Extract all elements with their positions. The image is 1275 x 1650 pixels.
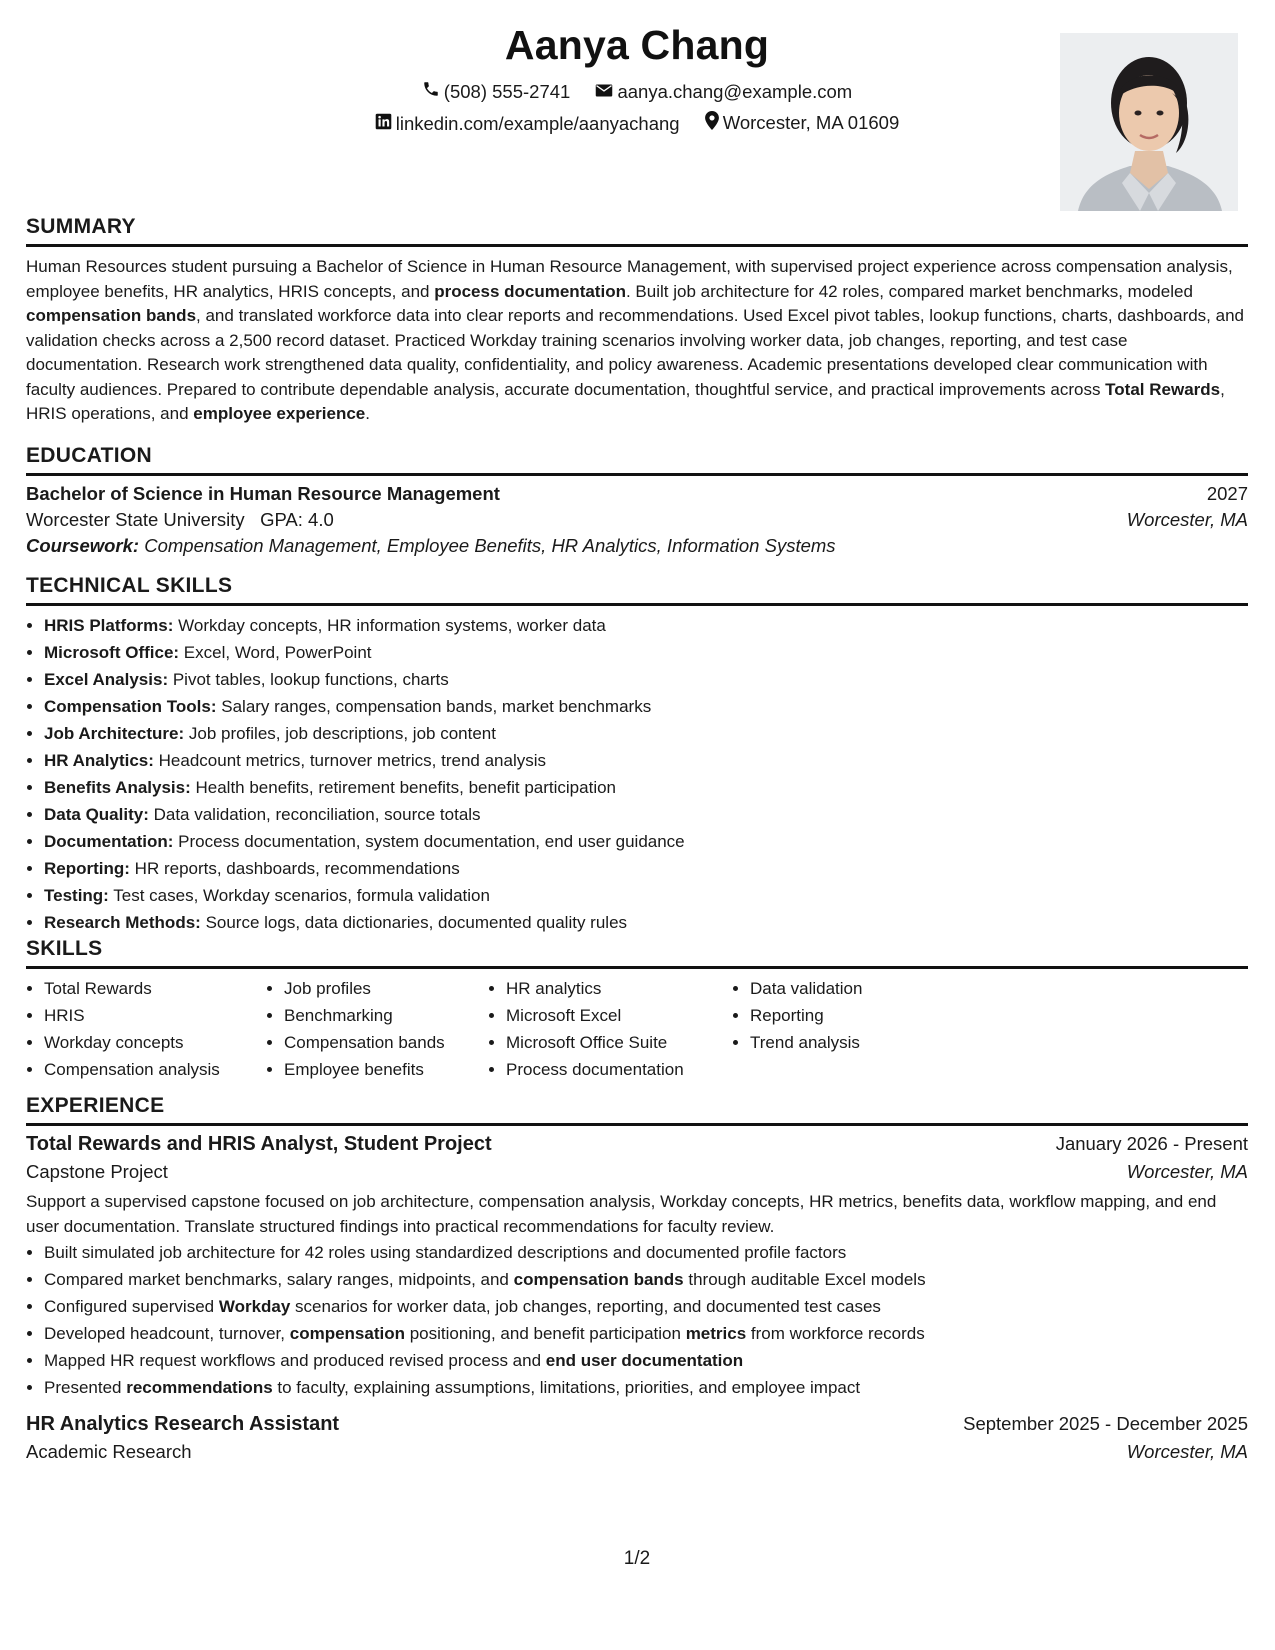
skills-column-4 bbox=[732, 975, 970, 1083]
list-item: • Built simulated job architecture for 42 roles using standardized descriptions and documented profile factors bbox=[44, 1239, 1248, 1266]
location-text: Worcester, MA 01609 bbox=[722, 112, 900, 133]
skills-heading: SKILLS bbox=[26, 936, 1248, 969]
email-text[interactable]: aanya.chang@example.com bbox=[617, 81, 853, 102]
job-1-location: Worcester, MA bbox=[1126, 1161, 1248, 1182]
education-heading: EDUCATION bbox=[26, 443, 1248, 476]
linkedin-text[interactable]: linkedin.com/example/aanyachang bbox=[395, 113, 680, 134]
list-item: • Documentation: Process documentation, system documentation, end user guidance bbox=[44, 828, 1248, 855]
summary-heading: SUMMARY bbox=[26, 214, 1248, 247]
list-item: • HRIS bbox=[44, 1002, 266, 1029]
school-name: Worcester State University GPA: 4.0 bbox=[26, 509, 334, 530]
degree-title: Bachelor of Science in Human Resource Management bbox=[26, 483, 500, 504]
list-item: • Total Rewards bbox=[44, 975, 266, 1002]
list-item: • Microsoft Office Suite bbox=[506, 1029, 732, 1056]
school-location: Worcester, MA bbox=[1126, 509, 1248, 530]
skills-column-3 bbox=[488, 975, 732, 1083]
list-item: • Presented recommendations to faculty, explaining assumptions, limitations, priorities, and employee impact bbox=[44, 1374, 1248, 1401]
list-item: • Microsoft Office: Excel, Word, PowerPoint bbox=[44, 639, 1248, 666]
resume-header bbox=[26, 0, 1248, 222]
list-item: • Compared market benchmarks, salary ranges, midpoints, and compensation bands through auditable Excel models bbox=[44, 1266, 1248, 1293]
job-1-header bbox=[26, 1133, 1248, 1156]
job-1-org-row bbox=[26, 1161, 1248, 1183]
list-item: • Compensation analysis bbox=[44, 1056, 266, 1083]
job-1-title: Total Rewards and HRIS Analyst, Student Project bbox=[26, 1133, 492, 1155]
list-item: • Microsoft Excel bbox=[506, 1002, 732, 1029]
list-item: • HR Analytics: Headcount metrics, turnover metrics, trend analysis bbox=[44, 747, 1248, 774]
job-1-bullets bbox=[26, 1239, 1248, 1401]
list-item: • Benchmarking bbox=[284, 1002, 488, 1029]
list-item: • Mapped HR request workflows and produced revised process and end user documentation bbox=[44, 1347, 1248, 1374]
email-contact[interactable] bbox=[595, 81, 852, 103]
phone-icon bbox=[422, 80, 444, 103]
list-item: • Job Architecture: Job profiles, job descriptions, job content bbox=[44, 720, 1248, 747]
job-1-org: Capstone Project bbox=[26, 1161, 168, 1182]
linkedin-icon bbox=[375, 113, 396, 135]
envelope-icon bbox=[595, 81, 617, 103]
list-item: • Research Methods: Source logs, data dictionaries, documented quality rules bbox=[44, 909, 1248, 936]
job-2-dates: September 2025 - December 2025 bbox=[963, 1413, 1248, 1434]
list-item: • Trend analysis bbox=[750, 1029, 970, 1056]
phone-text: (508) 555-2741 bbox=[443, 80, 571, 102]
list-item: • HR analytics bbox=[506, 975, 732, 1002]
phone-contact bbox=[422, 80, 571, 103]
skills-grid bbox=[26, 975, 1248, 1083]
summary-section bbox=[26, 214, 1248, 427]
skills-section bbox=[26, 936, 1248, 1083]
candidate-name: Aanya Chang bbox=[504, 22, 770, 68]
technical-skills-heading: TECHNICAL SKILLS bbox=[26, 573, 1248, 606]
page-number: 1/2 bbox=[623, 1548, 651, 1569]
list-item: • Reporting: HR reports, dashboards, recommendations bbox=[44, 855, 1248, 882]
education-degree-row bbox=[26, 483, 1248, 505]
technical-skills-section bbox=[26, 573, 1248, 936]
job-2-header bbox=[26, 1413, 1248, 1436]
list-item: • Workday concepts bbox=[44, 1029, 266, 1056]
education-school-row bbox=[26, 509, 1248, 531]
job-2-org-row bbox=[26, 1441, 1248, 1463]
list-item: • Data validation bbox=[750, 975, 970, 1002]
map-pin-icon bbox=[705, 111, 723, 135]
graduation-year: 2027 bbox=[1206, 483, 1248, 504]
list-item: • Developed headcount, turnover, compensation positioning, and benefit participation metrics from workforce records bbox=[44, 1320, 1248, 1347]
education-section bbox=[26, 443, 1248, 557]
technical-skills-list bbox=[26, 612, 1248, 936]
job-2-location: Worcester, MA bbox=[1126, 1441, 1248, 1462]
location-contact bbox=[705, 111, 900, 135]
job-2-title: HR Analytics Research Assistant bbox=[26, 1413, 340, 1435]
list-item: • Employee benefits bbox=[284, 1056, 488, 1083]
profile-photo bbox=[1060, 33, 1238, 211]
list-item: • Testing: Test cases, Workday scenarios, formula validation bbox=[44, 882, 1248, 909]
skills-column-2 bbox=[266, 975, 488, 1083]
job-2-org: Academic Research bbox=[26, 1441, 192, 1462]
list-item: • Compensation bands bbox=[284, 1029, 488, 1056]
list-item: • Benefits Analysis: Health benefits, retirement benefits, benefit participation bbox=[44, 774, 1248, 801]
summary-text: Human Resources student pursuing a Bachelor of Science in Human Resource Management, with supervised project experience across compensation analysis, employee benefits, HR analytics, HRIS concepts, and process documentation. Built job architecture for 42 roles, compared market benchmarks, modeled compensation bands, and translated workforce data into clear reports and recommendations. Used Excel pivot tables, lookup functions, charts, dashboards, and validation checks across a 2,500 record dataset. Practiced Workday training scenarios involving worker data, job changes, reporting, and test case documentation. Research work strengthened data quality, confidentiality, and policy awareness. Academic presentations developed clear communication with faculty audiences. Prepared to contribute dependable analysis, accurate documentation, thoughtful service, and practical improvements across Total Rewards, HRIS operations, and employee experience. bbox=[26, 257, 1244, 423]
list-item: • Compensation Tools: Salary ranges, compensation bands, market benchmarks bbox=[44, 693, 1248, 720]
list-item: • HRIS Platforms: Workday concepts, HR information systems, worker data bbox=[44, 612, 1248, 639]
list-item: • Reporting bbox=[750, 1002, 970, 1029]
job-1-dates: January 2026 - Present bbox=[1055, 1133, 1248, 1154]
linkedin-contact[interactable] bbox=[375, 113, 680, 135]
list-item: • Data Quality: Data validation, reconciliation, source totals bbox=[44, 801, 1248, 828]
job-1-description: Support a supervised capstone focused on job architecture, compensation analysis, Workday concepts, HR metrics, benefits data, workflow mapping, and end user documentation. Translate structured findings into practical recommendations for faculty review. bbox=[26, 1192, 1217, 1236]
list-item: • Process documentation bbox=[506, 1056, 732, 1083]
coursework: Coursework: Compensation Management, Employee Benefits, HR Analytics, Information Systems bbox=[26, 535, 836, 556]
list-item: • Configured supervised Workday scenarios for worker data, job changes, reporting, and documented test cases bbox=[44, 1293, 1248, 1320]
gpa: GPA: 4.0 bbox=[260, 509, 334, 530]
experience-heading: EXPERIENCE bbox=[26, 1093, 1248, 1126]
experience-section bbox=[26, 1093, 1248, 1463]
list-item: • Excel Analysis: Pivot tables, lookup functions, charts bbox=[44, 666, 1248, 693]
list-item: • Job profiles bbox=[284, 975, 488, 1002]
resume-page bbox=[26, 0, 1248, 1650]
skills-column-1 bbox=[26, 975, 266, 1083]
coursework-label: Coursework: bbox=[26, 535, 140, 556]
